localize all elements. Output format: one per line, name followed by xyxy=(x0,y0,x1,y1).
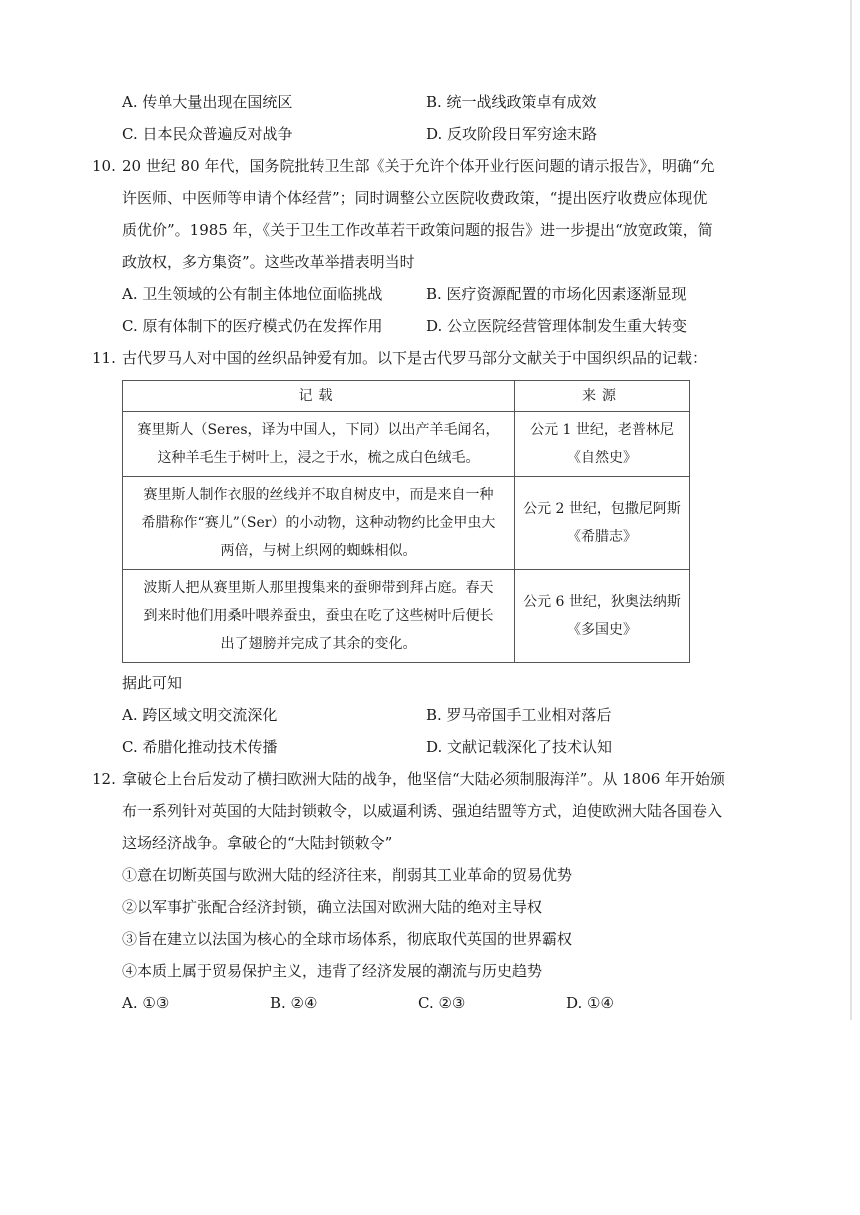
table-cell-record xyxy=(123,570,515,663)
source-line: 《自然史》 xyxy=(567,450,637,466)
q12-statement: ④本质上属于贸易保护主义，违背了经济发展的潮流与历史趋势 xyxy=(122,962,543,980)
q10-stem xyxy=(122,150,732,278)
q12-option-c: C. ②③ xyxy=(418,994,466,1012)
q11-number: 11. xyxy=(92,349,116,367)
table-row xyxy=(123,477,690,570)
q9-option-c: C. 日本民众普遍反对战争 xyxy=(122,125,293,143)
q9-option-b: B. 统一战线政策卓有成效 xyxy=(426,93,597,111)
q10-stem-line: 质优价”。1985 年，《关于卫生工作改革若干政策问题的报告》进一步提出“放宽政策，简 xyxy=(122,221,713,239)
record-line: 希腊称作“赛儿”（Ser）的小动物，这种动物约比金甲虫大 xyxy=(141,515,496,531)
q12-number: 12. xyxy=(92,770,116,788)
record-line: 赛里斯人制作衣服的丝线并不取自树皮中，而是来自一种 xyxy=(143,487,494,503)
exam-content xyxy=(92,86,732,1019)
table-header-row xyxy=(123,381,690,412)
q10-option-b: B. 医疗资源配置的市场化因素逐渐显现 xyxy=(426,285,687,303)
table-cell-record xyxy=(123,412,515,477)
page-edge-divider xyxy=(850,0,852,1020)
q12-option-a: A. ①③ xyxy=(122,994,170,1012)
question-12 xyxy=(92,763,732,1019)
q11-stem: 古代罗马人对中国的丝织品钟爱有加。以下是古代罗马部分文献关于中国织织品的记载： xyxy=(122,349,708,367)
source-line: 《希腊志》 xyxy=(567,529,637,545)
q12-statement: ③旨在建立以法国为核心的全球市场体系，彻底取代英国的世界霸权 xyxy=(122,930,573,948)
q12-stem xyxy=(122,763,732,859)
q12-stem-line: 拿破仑上台后发动了横扫欧洲大陆的战争，他坚信“大陆必须制服海洋”。从 1806 年开始颁 xyxy=(122,770,726,788)
q12-statement: ①意在切断英国与欧洲大陆的经济往来，削弱其工业革命的贸易优势 xyxy=(122,866,573,884)
q11-option-b: B. 罗马帝国手工业相对落后 xyxy=(426,706,612,724)
q11-option-d: D. 文献记载深化了技术认知 xyxy=(426,738,613,756)
q12-option-d: D. ①④ xyxy=(566,994,614,1012)
q11-option-c: C. 希腊化推动技术传播 xyxy=(122,738,278,756)
q9-option-a: A. 传单大量出现在国统区 xyxy=(122,93,293,111)
q11-source-table xyxy=(122,380,690,663)
q10-stem-line: 20 世纪 80 年代，国务院批转卫生部《关于允许个体开业行医问题的请示报告》，明确“允 xyxy=(122,157,715,175)
table-cell-record xyxy=(123,477,515,570)
q12-statements xyxy=(122,859,732,987)
q10-option-d: D. 公立医院经营管理体制发生重大转变 xyxy=(426,317,688,335)
q12-stem-line: 布一系列针对英国的大陆封锁敕令，以威逼利诱、强迫结盟等方式，迫使欧洲大陆各国卷入 xyxy=(122,802,723,820)
q11-option-a: A. 跨区域文明交流深化 xyxy=(122,706,278,724)
q10-stem-line: 政放权，多方集资”。这些改革举措表明当时 xyxy=(122,253,415,271)
record-line: 到来时他们用桑叶喂养蚕虫，蚕虫在吃了这些树叶后便长 xyxy=(143,608,494,624)
source-line: 公元 6 世纪，狄奥法纳斯 xyxy=(523,594,681,610)
source-line: 《多国史》 xyxy=(567,622,637,638)
q10-option-c: C. 原有体制下的医疗模式仍在发挥作用 xyxy=(122,317,383,335)
table-cell-source xyxy=(515,412,690,477)
source-line: 公元 2 世纪，包撒尼阿斯 xyxy=(523,501,681,517)
record-line: 波斯人把从赛里斯人那里搜集来的蚕卵带到拜占庭。春天 xyxy=(143,580,494,596)
source-line: 公元 1 世纪，老普林尼 xyxy=(530,422,674,438)
table-header-source: 来源 xyxy=(515,381,690,412)
question-11-answers xyxy=(92,667,732,763)
q12-statement: ②以军事扩张配合经济封锁，确立法国对欧洲大陆的绝对主导权 xyxy=(122,898,543,916)
question-10 xyxy=(92,150,732,342)
record-line: 两倍，与树上织网的蜘蛛相似。 xyxy=(220,543,417,559)
table-row xyxy=(123,570,690,663)
q12-option-b: B. ②④ xyxy=(270,994,318,1012)
q12-stem-line: 这场经济战争。拿破仑的“大陆封锁敕令” xyxy=(122,834,393,852)
record-line: 出了翅膀并完成了其余的变化。 xyxy=(220,636,417,652)
question-9-options xyxy=(92,86,732,150)
q11-conclusion-prompt: 据此可知 xyxy=(122,674,183,692)
table-row xyxy=(123,412,690,477)
record-line: 赛里斯人（Seres，译为中国人，下同）以出产羊毛闻名， xyxy=(137,422,500,438)
question-11 xyxy=(92,342,732,374)
q10-option-a: A. 卫生领域的公有制主体地位面临挑战 xyxy=(122,285,383,303)
q10-number: 10. xyxy=(92,157,116,175)
table-cell-source xyxy=(515,570,690,663)
table-cell-source xyxy=(515,477,690,570)
record-line: 这种羊毛生于树叶上，浸之于水，梳之成白色绒毛。 xyxy=(157,450,480,466)
q9-option-d: D. 反攻阶段日军穷途末路 xyxy=(426,125,598,143)
table-header-record: 记载 xyxy=(123,381,515,412)
q10-stem-line: 许医师、中医师等申请个体经营”；同时调整公立医院收费政策，“提出医疗收费应体现优 xyxy=(122,189,708,207)
